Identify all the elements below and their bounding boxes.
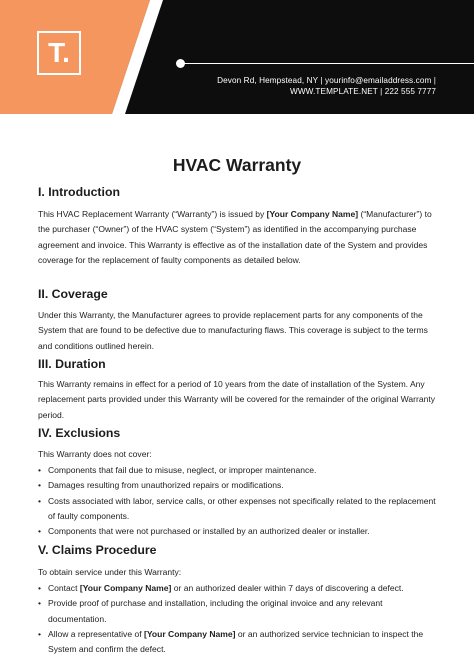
list-item: • Damages resulting from unauthorized repairs or modifications. bbox=[38, 478, 438, 493]
header-band bbox=[0, 0, 474, 114]
list-item: • Components that fail due to misuse, neglect, or improper maintenance. bbox=[38, 463, 438, 478]
company-logo bbox=[37, 31, 81, 75]
company-placeholder: [Your Company Name] bbox=[143, 628, 236, 639]
exclusions-intro: This Warranty does not cover: bbox=[38, 449, 152, 459]
document-title: HVAC Warranty bbox=[172, 155, 302, 175]
claims-item1-text-a: Contact bbox=[48, 583, 80, 593]
header-rule-dot bbox=[176, 59, 185, 68]
heading-duration: III. Duration bbox=[38, 357, 106, 371]
heading-introduction: I. Introduction bbox=[38, 185, 120, 199]
list-item: • Costs associated with labor, service calls, or other expenses not specifically related to the replacement of faulty components. bbox=[38, 494, 438, 525]
contact-address-email: Devon Rd, Hempstead, NY | yourinfo@emailaddress.com | bbox=[217, 76, 436, 85]
coverage-paragraph: Under this Warranty, the Manufacturer agrees to provide replacement parts for any components of the System that are found to be defective due to manufacturing flaws. This coverage is subject to the terms and conditions outlined herein. bbox=[38, 310, 428, 351]
claims-list bbox=[38, 581, 438, 657]
list-item bbox=[38, 581, 438, 596]
claims-item3-text-b: or an authorized service technician to inspect the System and confirm the defect. bbox=[48, 628, 424, 655]
intro-text-a: This HVAC Replacement Warranty (“Warranty”) is issued by bbox=[38, 209, 267, 219]
introduction-paragraph bbox=[38, 207, 438, 268]
claims-item1-text-b: or an authorized dealer within 7 days of discovering a defect. bbox=[171, 583, 404, 593]
intro-text-b: (“Manufacturer”) to the purchaser (“Owner”) of the HVAC system (“System”) as identified in the accompanying purchase agreement and invoice. This Warranty is effective as of the installation date of the System and provides coverage for the replacement of faulty components as detailed below. bbox=[38, 209, 432, 265]
heading-coverage: II. Coverage bbox=[38, 287, 108, 301]
list-item: • Provide proof of purchase and installation, including the original invoice and any relevant documentation. bbox=[38, 596, 438, 627]
list-item: • Components that were not purchased or installed by an authorized dealer or installer. bbox=[38, 524, 438, 539]
list-item bbox=[38, 627, 438, 658]
exclusions-list bbox=[38, 463, 438, 539]
claims-item3-text-a: Allow a representative of bbox=[48, 628, 144, 639]
header-rule bbox=[180, 63, 474, 64]
heading-claims-procedure: V. Claims Procedure bbox=[38, 543, 157, 557]
duration-paragraph: This Warranty remains in effect for a period of 10 years from the date of installation of the System. Any replacement parts provided under this Warranty will be covered for the remainder of the original Warranty period. bbox=[38, 379, 435, 420]
company-placeholder: [Your Company Name] bbox=[79, 583, 172, 593]
contact-web-phone: WWW.TEMPLATE.NET | 222 555 7777 bbox=[290, 87, 436, 96]
company-placeholder: [Your Company Name] bbox=[266, 209, 359, 219]
logo-letter: T. bbox=[48, 37, 70, 68]
claims-intro: To obtain service under this Warranty: bbox=[38, 567, 182, 577]
heading-exclusions: IV. Exclusions bbox=[38, 426, 121, 440]
